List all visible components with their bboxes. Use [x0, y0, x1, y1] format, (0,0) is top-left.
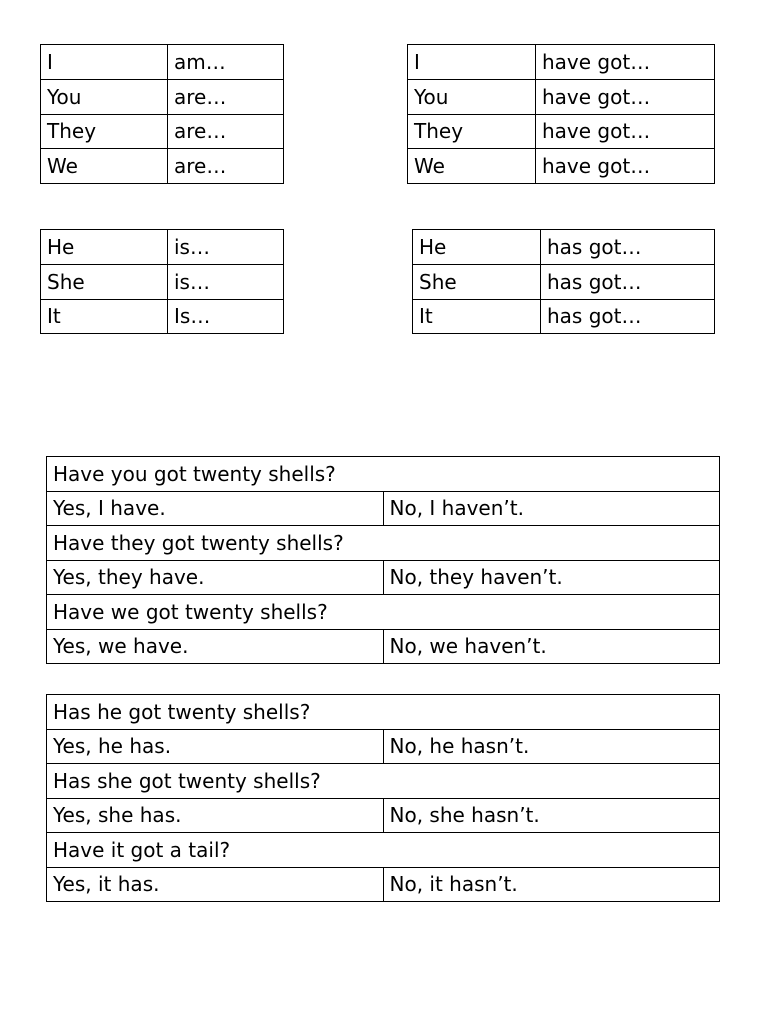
- pronoun-cell: They: [408, 114, 536, 149]
- question-cell: Have it got a tail?: [47, 833, 720, 868]
- table-row: [413, 299, 715, 334]
- pronoun-cell: It: [413, 299, 541, 334]
- table-row: [408, 45, 715, 80]
- yes-answer-cell: Yes, it has.: [47, 867, 384, 902]
- pronoun-cell: She: [41, 264, 168, 299]
- be-singular-table: [40, 229, 284, 334]
- question-row: [47, 764, 720, 799]
- pronoun-cell: We: [408, 149, 536, 184]
- table-row: [41, 114, 284, 149]
- verb-cell: have got…: [536, 79, 715, 114]
- table-row: [408, 149, 715, 184]
- pronoun-cell: I: [408, 45, 536, 80]
- verb-cell: have got…: [536, 114, 715, 149]
- verb-cell: has got…: [541, 264, 715, 299]
- pronoun-cell: He: [41, 230, 168, 265]
- question-cell: Have they got twenty shells?: [47, 526, 720, 561]
- table-row: [413, 264, 715, 299]
- verb-cell: is…: [168, 264, 284, 299]
- verb-cell: has got…: [541, 299, 715, 334]
- have-got-plural-table: [407, 44, 715, 184]
- table-row: [408, 79, 715, 114]
- question-row: [47, 595, 720, 630]
- no-answer-cell: No, I haven’t.: [383, 491, 720, 526]
- singular-questions-table: [46, 694, 720, 902]
- answer-row: [47, 867, 720, 902]
- verb-cell: have got…: [536, 149, 715, 184]
- table-row: [41, 45, 284, 80]
- table-row: [413, 230, 715, 265]
- question-cell: Has she got twenty shells?: [47, 764, 720, 799]
- table-row: [41, 230, 284, 265]
- be-plural-table: [40, 44, 284, 184]
- table-row: [41, 299, 284, 334]
- question-cell: Has he got twenty shells?: [47, 695, 720, 730]
- yes-answer-cell: Yes, he has.: [47, 729, 384, 764]
- question-cell: Have we got twenty shells?: [47, 595, 720, 630]
- pronoun-cell: It: [41, 299, 168, 334]
- yes-answer-cell: Yes, she has.: [47, 798, 384, 833]
- verb-cell: are…: [168, 149, 284, 184]
- question-row: [47, 526, 720, 561]
- verb-cell: is…: [168, 230, 284, 265]
- verb-cell: have got…: [536, 45, 715, 80]
- table-row: [41, 79, 284, 114]
- pronoun-cell: You: [41, 79, 168, 114]
- verb-cell: Is…: [168, 299, 284, 334]
- question-row: [47, 457, 720, 492]
- pronoun-cell: They: [41, 114, 168, 149]
- pronoun-cell: She: [413, 264, 541, 299]
- yes-answer-cell: Yes, we have.: [47, 629, 384, 664]
- answer-row: [47, 798, 720, 833]
- verb-cell: are…: [168, 79, 284, 114]
- pronoun-cell: He: [413, 230, 541, 265]
- table-row: [41, 149, 284, 184]
- no-answer-cell: No, they haven’t.: [383, 560, 720, 595]
- pronoun-cell: You: [408, 79, 536, 114]
- has-got-singular-table: [412, 229, 715, 334]
- verb-cell: has got…: [541, 230, 715, 265]
- no-answer-cell: No, he hasn’t.: [383, 729, 720, 764]
- table-row: [41, 264, 284, 299]
- no-answer-cell: No, we haven’t.: [383, 629, 720, 664]
- answer-row: [47, 560, 720, 595]
- pronoun-cell: We: [41, 149, 168, 184]
- question-row: [47, 695, 720, 730]
- table-row: [408, 114, 715, 149]
- plural-questions-table: [46, 456, 720, 664]
- question-row: [47, 833, 720, 868]
- verb-cell: am…: [168, 45, 284, 80]
- no-answer-cell: No, she hasn’t.: [383, 798, 720, 833]
- yes-answer-cell: Yes, I have.: [47, 491, 384, 526]
- answer-row: [47, 729, 720, 764]
- yes-answer-cell: Yes, they have.: [47, 560, 384, 595]
- question-cell: Have you got twenty shells?: [47, 457, 720, 492]
- no-answer-cell: No, it hasn’t.: [383, 867, 720, 902]
- verb-cell: are…: [168, 114, 284, 149]
- pronoun-cell: I: [41, 45, 168, 80]
- answer-row: [47, 629, 720, 664]
- answer-row: [47, 491, 720, 526]
